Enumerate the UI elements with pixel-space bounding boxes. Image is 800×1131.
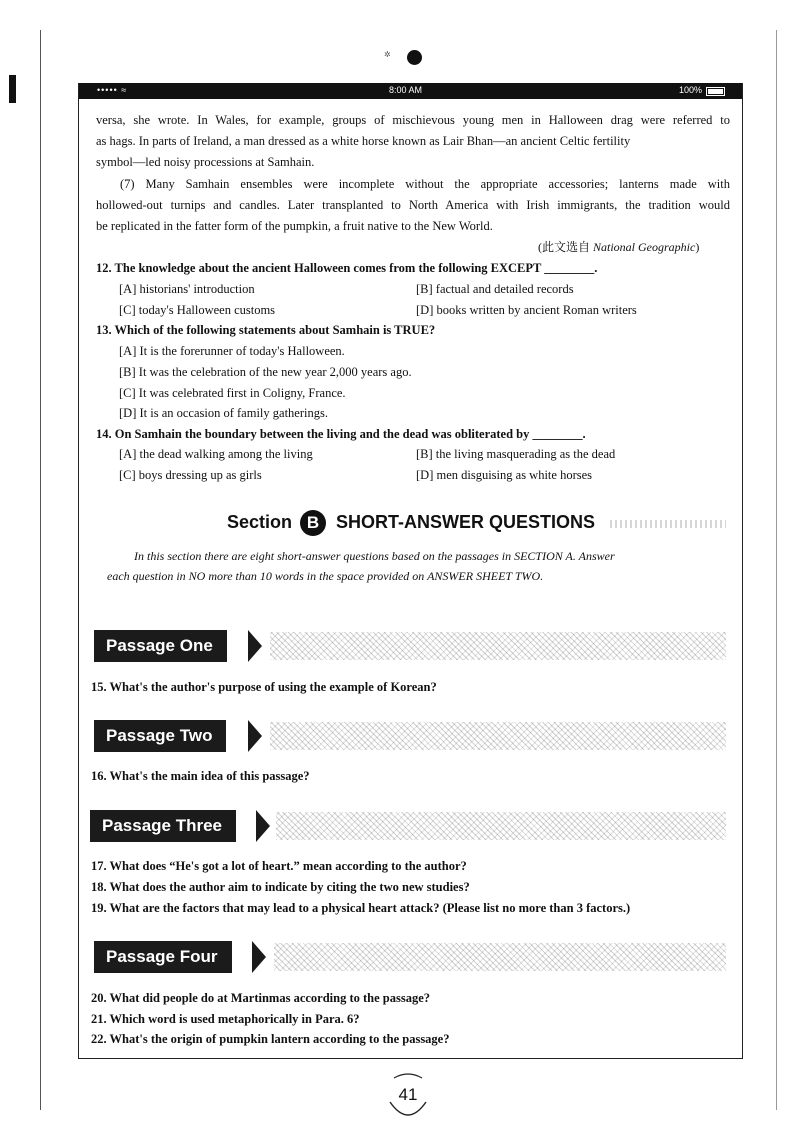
sparkle-icon: ✲ — [384, 50, 391, 59]
option: [B] factual and detailed records — [416, 282, 574, 296]
signal-indicator: ••••• ≈ — [97, 85, 128, 95]
source-citation: (此文选自 National Geographic) — [538, 240, 700, 254]
option: [C] today's Halloween customs — [119, 303, 276, 317]
banner-arrow — [252, 941, 266, 973]
option: [C] It was celebrated first in Coligny, France. — [119, 386, 346, 400]
option: [A] historians' introduction — [119, 282, 255, 296]
option: [A] the dead walking among the living — [119, 447, 313, 461]
option: [B] the living masquerading as the dead — [416, 447, 616, 461]
camera-dot — [407, 50, 422, 65]
section-label: Section — [227, 512, 293, 532]
question-21: 21. Which word is used metaphorically in Para. 6? — [91, 1012, 360, 1026]
banner-arrow — [248, 720, 262, 752]
banner-arrow — [256, 810, 270, 842]
banner-texture — [270, 632, 726, 660]
question-18: 18. What does the author aim to indicate by citing the two new studies? — [91, 880, 470, 894]
question-16: 16. What's the main idea of this passage? — [91, 769, 310, 783]
paragraph-line: hollowed-out turnips and candles. Later transplanted to North America with Irish immigrants, the tradition would — [96, 198, 730, 212]
option: [A] It is the forerunner of today's Halloween. — [119, 344, 345, 358]
option: [D] It is an occasion of family gatherings. — [119, 406, 328, 420]
section-decoration — [610, 520, 726, 528]
instructions-line: In this section there are eight short-answer questions based on the passages in SECTION A. Answer — [134, 549, 615, 563]
paragraph-line: (7) Many Samhain ensembles were incomplete without the appropriate accessories; lanterns made with — [120, 177, 730, 191]
left-margin-line — [40, 30, 41, 1110]
instructions-line: each question in NO more than 10 words in the space provided on ANSWER SHEET TWO. — [107, 569, 544, 583]
passage-label: Passage One — [94, 630, 227, 662]
status-time: 8:00 AM — [389, 85, 423, 95]
question-22: 22. What's the origin of pumpkin lantern according to the passage? — [91, 1032, 450, 1046]
passage-label: Passage Four — [94, 941, 232, 973]
page-number: 41 — [398, 1085, 418, 1104]
banner-texture — [274, 943, 726, 971]
paragraph-line: symbol—led noisy processions at Samhain. — [96, 155, 315, 169]
paragraph-line: as hags. In parts of Ireland, a man dressed as a white horse known as Lair Bhan—an ancient Celtic fertility — [96, 134, 631, 148]
banner-texture — [270, 722, 726, 750]
question-15: 15. What's the author's purpose of using the example of Korean? — [91, 680, 437, 694]
option: [B] It was the celebration of the new year 2,000 years ago. — [119, 365, 412, 379]
banner-texture — [276, 812, 726, 840]
question-20: 20. What did people do at Martinmas according to the passage? — [91, 991, 431, 1005]
paragraph-line: versa, she wrote. In Wales, for example, groups of mischievous young men in Halloween drag were referred to — [96, 113, 730, 127]
option: [C] boys dressing up as girls — [119, 468, 262, 482]
battery-percent: 100% — [679, 85, 703, 95]
question-13: 13. Which of the following statements about Samhain is TRUE? — [96, 323, 436, 337]
binding-mark — [9, 75, 16, 103]
passage-label: Passage Three — [90, 810, 236, 842]
right-margin-line — [776, 30, 777, 1110]
passage-label: Passage Two — [94, 720, 226, 752]
section-badge: B — [300, 510, 326, 536]
option: [D] books written by ancient Roman writers — [416, 303, 637, 317]
question-14: 14. On Samhain the boundary between the living and the dead was obliterated by ________. — [96, 427, 586, 441]
battery-icon — [706, 87, 725, 96]
question-19: 19. What are the factors that may lead to a physical heart attack? (Please list no more than 3 factors.) — [91, 901, 631, 915]
section-title: SHORT-ANSWER QUESTIONS — [336, 512, 596, 532]
question-12: 12. The knowledge about the ancient Halloween comes from the following EXCEPT ________. — [96, 261, 598, 275]
paragraph-line: be replicated in the fatter form of the pumpkin, a fruit native to the New World. — [96, 219, 493, 233]
option: [D] men disguising as white horses — [416, 468, 593, 482]
status-bar — [79, 83, 742, 99]
question-17: 17. What does “He's got a lot of heart.” mean according to the author? — [91, 859, 467, 873]
banner-arrow — [248, 630, 262, 662]
